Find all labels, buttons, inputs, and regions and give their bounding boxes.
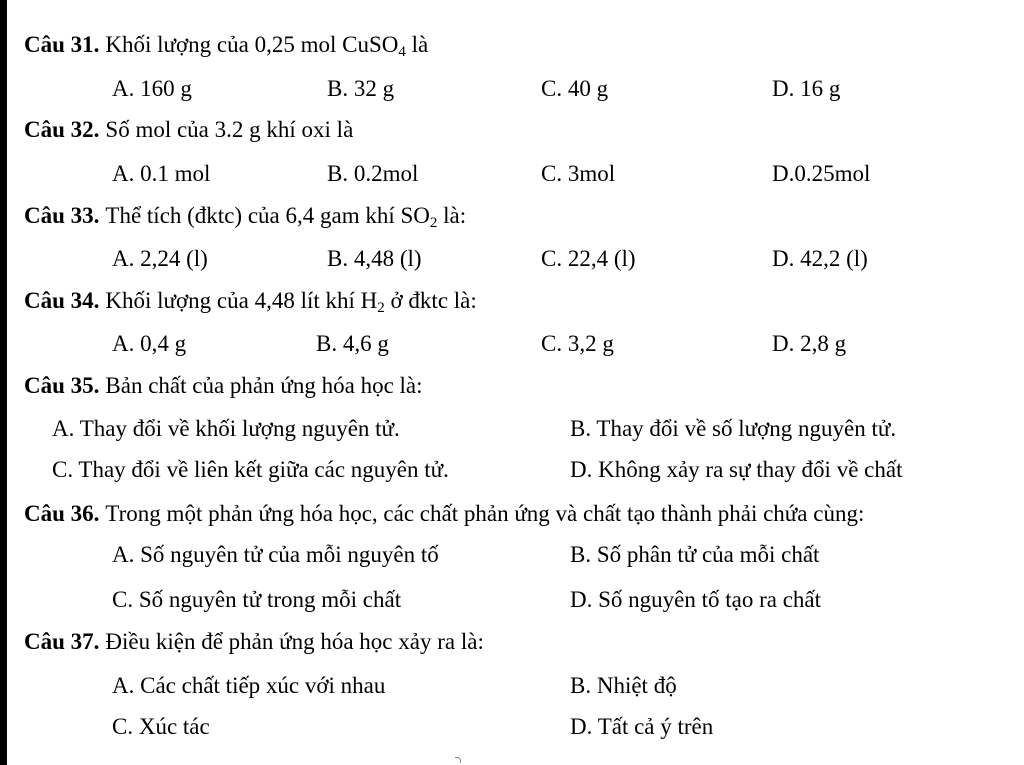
option-d[interactable]: D. Tất cả ý trên xyxy=(570,714,714,739)
question-text: Khối lượng của 4,48 lít khí H xyxy=(105,288,378,313)
question-36 xyxy=(24,502,864,525)
question-text: Khối lượng của 0,25 mol CuSO xyxy=(105,32,399,57)
option-d[interactable]: D. 16 g xyxy=(772,76,841,101)
stray-mark xyxy=(455,757,461,763)
option-d[interactable]: D. Số nguyên tố tạo ra chất xyxy=(570,587,822,612)
question-34 xyxy=(24,288,477,316)
option-c[interactable]: C. 40 g xyxy=(541,76,609,101)
option-d[interactable]: D. 2,8 g xyxy=(772,331,847,356)
question-text: Số mol của 3.2 g khí oxi là xyxy=(105,117,354,142)
option-b[interactable]: B. 4,6 g xyxy=(316,331,389,356)
page-left-border xyxy=(0,0,7,765)
subscript: 2 xyxy=(429,215,438,231)
option-b[interactable]: B. Thay đổi về số lượng nguyên tử. xyxy=(570,416,897,441)
option-c[interactable]: C. Thay đổi về liên kết giữa các nguyên tử. xyxy=(52,457,449,482)
question-33 xyxy=(24,203,467,231)
option-d[interactable]: D. Không xảy ra sự thay đổi về chất xyxy=(570,457,903,482)
option-c[interactable]: C. 22,4 (l) xyxy=(541,246,636,271)
option-c[interactable]: C. Số nguyên tử trong mỗi chất xyxy=(112,587,402,612)
question-32 xyxy=(24,118,353,141)
option-d[interactable]: D. 42,2 (l) xyxy=(772,246,868,271)
question-number: Câu 35. xyxy=(24,373,100,398)
question-text: Điều kiện để phản ứng hóa học xảy ra là: xyxy=(105,629,484,654)
question-text: Bản chất của phản ứng hóa học là: xyxy=(105,373,423,398)
question-31 xyxy=(24,32,429,60)
option-a[interactable]: A. Số nguyên tử của mỗi nguyên tố xyxy=(112,542,439,567)
option-b[interactable]: B. Số phân tử của mỗi chất xyxy=(570,542,820,567)
question-text-after: ở đktc là: xyxy=(384,288,477,313)
question-text: Trong một phản ứng hóa học, các chất phản ứng và chất tạo thành phải chứa cùng: xyxy=(105,501,865,526)
option-a[interactable]: A. Thay đổi về khối lượng nguyên tử. xyxy=(52,416,400,441)
option-d[interactable]: D.0.25mol xyxy=(772,161,871,186)
option-c[interactable]: C. 3,2 g xyxy=(541,331,614,356)
option-b[interactable]: B. Nhiệt độ xyxy=(570,673,677,698)
option-b[interactable]: B. 32 g xyxy=(327,76,395,101)
question-number: Câu 34. xyxy=(24,288,100,313)
option-b[interactable]: B. 4,48 (l) xyxy=(327,246,422,271)
question-number: Câu 31. xyxy=(24,32,100,57)
option-a[interactable]: A. 0,4 g xyxy=(112,331,187,356)
question-text-after: là: xyxy=(437,203,467,228)
option-a[interactable]: A. Các chất tiếp xúc với nhau xyxy=(112,673,386,698)
option-a[interactable]: A. 0.1 mol xyxy=(112,161,211,186)
option-c[interactable]: C. 3mol xyxy=(541,161,616,186)
question-number: Câu 36. xyxy=(24,501,100,526)
question-35 xyxy=(24,374,423,397)
question-number: Câu 37. xyxy=(24,629,100,654)
question-number: Câu 32. xyxy=(24,117,100,142)
question-number: Câu 33. xyxy=(24,203,100,228)
subscript: 4 xyxy=(398,44,406,60)
option-c[interactable]: C. Xúc tác xyxy=(112,714,210,739)
option-b[interactable]: B. 0.2mol xyxy=(327,161,419,186)
option-a[interactable]: A. 2,24 (l) xyxy=(112,246,208,271)
option-a[interactable]: A. 160 g xyxy=(112,76,192,101)
subscript: 2 xyxy=(377,300,385,316)
question-text-after: là xyxy=(405,32,429,57)
question-37 xyxy=(24,630,484,653)
question-text: Thể tích (đktc) của 6,4 gam khí SO xyxy=(105,203,430,228)
